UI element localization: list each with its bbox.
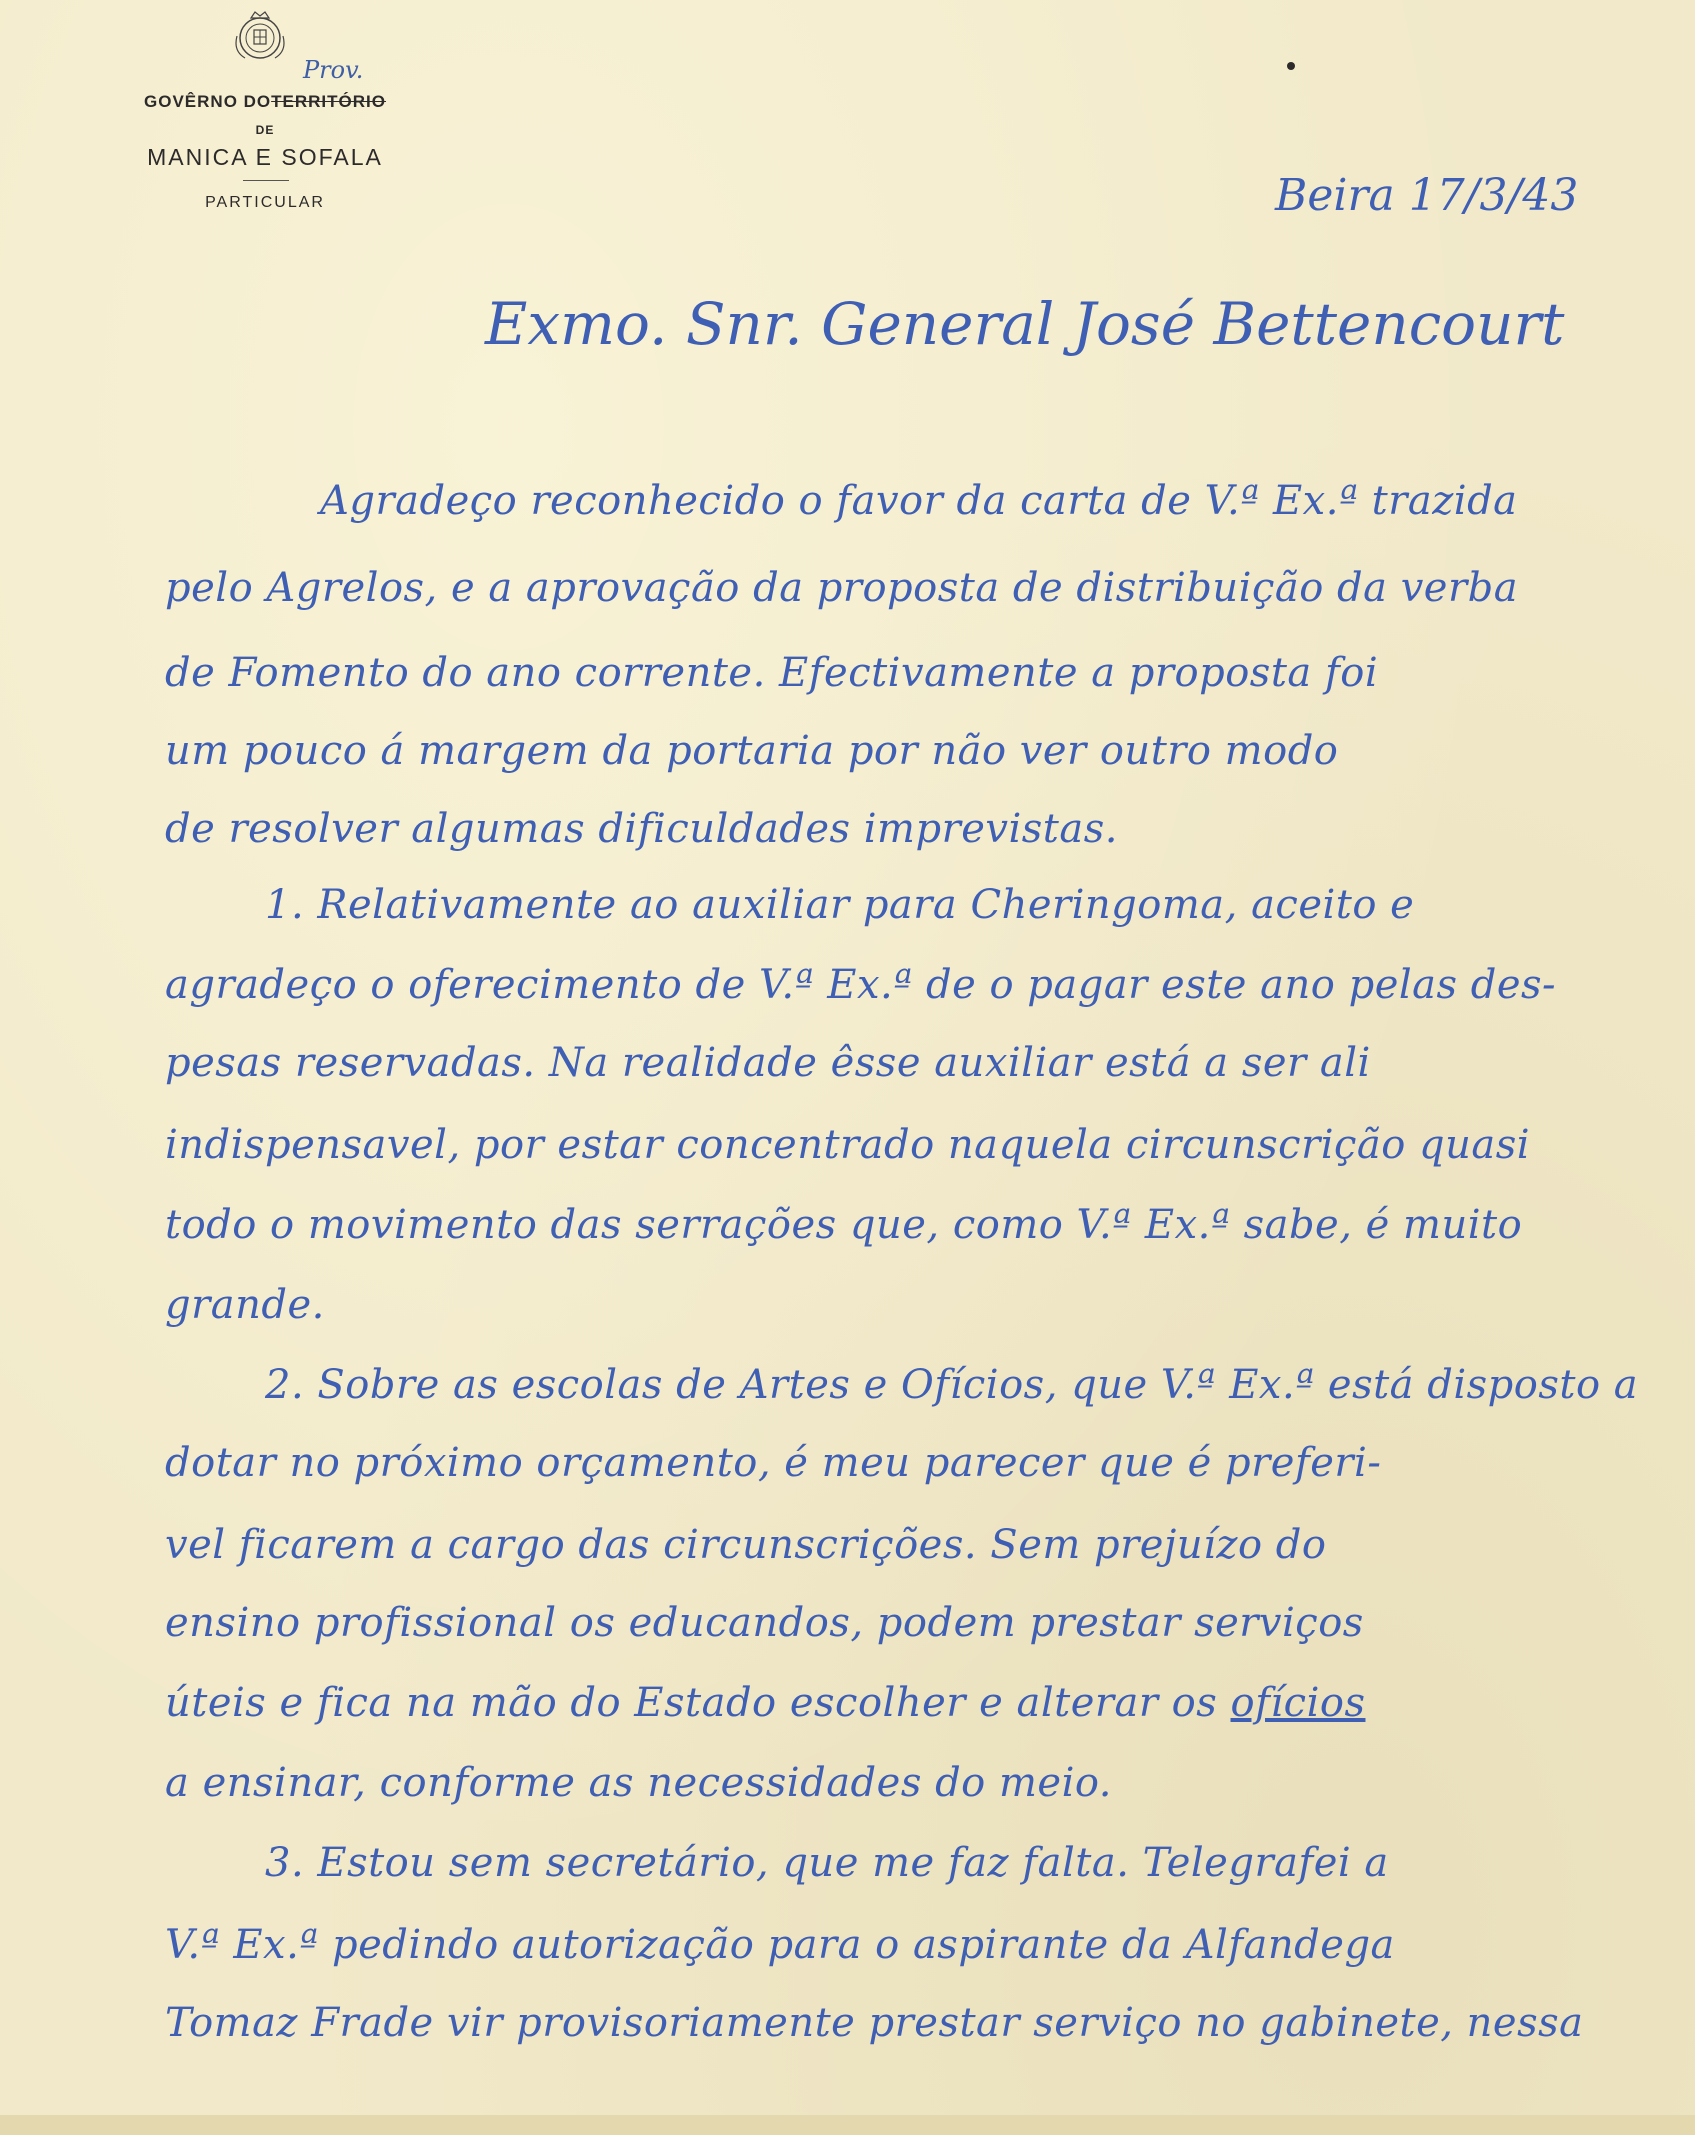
salutation: Exmo. Snr. General José Bettencourt: [485, 290, 1565, 358]
coat-of-arms-icon: [225, 6, 295, 66]
body-line: grande.: [165, 1282, 325, 1328]
body-line-text: úteis e fica na mão do Estado escolher e alterar os: [165, 1680, 1231, 1726]
body-line: vel ficarem a cargo das circunscrições. Sem prejuízo do: [165, 1522, 1327, 1568]
letterhead-de: DE: [255, 123, 275, 137]
body-line: dotar no próximo orçamento, é meu parecer que é preferi-: [165, 1440, 1382, 1486]
body-line: 3. Estou sem secretário, que me faz falta. Telegrafei a: [265, 1840, 1389, 1886]
body-line: pelo Agrelos, e a aprovação da proposta de distribuição da verba: [165, 565, 1519, 611]
body-line: agradeço o oferecimento de V.ª Ex.ª de o pagar este ano pelas des-: [165, 962, 1557, 1008]
body-line: todo o movimento das serrações que, como V.ª Ex.ª sabe, é muito: [165, 1202, 1523, 1248]
prov-annotation: Prov.: [303, 56, 364, 84]
region-name: MANICA E SOFALA: [147, 144, 383, 170]
body-line: [165, 1680, 1365, 1726]
body-line: V.ª Ex.ª pedindo autorização para o aspirante da Alfandega: [165, 1922, 1395, 1968]
body-line: Tomaz Frade vir provisoriamente prestar serviço no gabinete, nessa: [165, 2000, 1584, 2046]
ink-dot: [1287, 62, 1295, 70]
body-line: 1. Relativamente ao auxiliar para Cheringoma, aceito e: [265, 882, 1415, 928]
body-line: de Fomento do ano corrente. Efectivamente a proposta foi: [165, 650, 1379, 696]
government-prefix: GOVÊRNO DO: [144, 92, 272, 111]
body-line: 2. Sobre as escolas de Artes e Ofícios, que V.ª Ex.ª está disposto a: [265, 1362, 1639, 1408]
body-line: pesas reservadas. Na realidade êsse auxiliar está a ser ali: [165, 1040, 1371, 1086]
letter-date: Beira 17/3/43: [1275, 170, 1579, 221]
government-line: [95, 92, 435, 112]
body-line: a ensinar, conforme as necessidades do meio.: [165, 1760, 1112, 1806]
letterhead-divider: [243, 180, 289, 181]
body-line: de resolver algumas dificuldades imprevistas.: [165, 806, 1118, 852]
body-line: indispensavel, por estar concentrado naquela circunscrição quasi: [165, 1122, 1531, 1168]
body-line: um pouco á margem da portaria por não ver outro modo: [165, 728, 1339, 774]
body-line: ensino profissional os educandos, podem prestar serviços: [165, 1600, 1364, 1646]
letterhead: [95, 0, 435, 260]
body-line: Agradeço reconhecido o favor da carta de V.ª Ex.ª trazida: [320, 478, 1518, 524]
particular-label: PARTICULAR: [205, 194, 325, 211]
paper-bottom-edge: [0, 2115, 1695, 2135]
struck-territorio: TERRITÓRIO: [271, 92, 386, 111]
underlined-oficios: ofícios: [1230, 1680, 1366, 1726]
